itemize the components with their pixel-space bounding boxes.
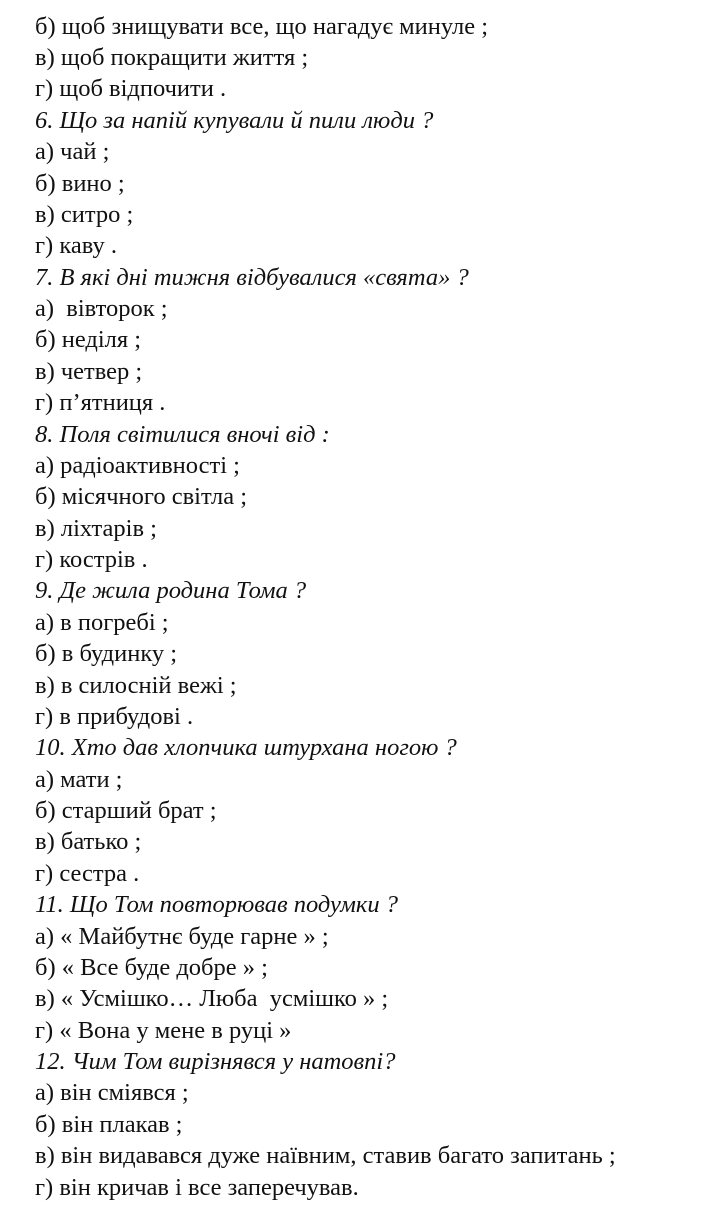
question-9: 9. Де жила родина Тома ?: [35, 577, 307, 604]
question-6: 6. Що за напій купували й пили люди ?: [35, 107, 434, 134]
question-12: 12. Чим Том вирізнявся у натовпі?: [35, 1048, 396, 1075]
answer-option: б) щоб знищувати все, що нагадує минуле ;: [35, 13, 489, 40]
answer-option: а) вівторок ;: [35, 295, 168, 322]
answer-option: б) вино ;: [35, 170, 125, 197]
answer-option: в) ситро ;: [35, 201, 134, 228]
answer-option: г) кострів .: [35, 546, 148, 573]
question-11: 11. Що Том повторював подумки ?: [35, 891, 398, 918]
answer-option: в) батько ;: [35, 828, 142, 855]
answer-option: в) в силосній вежі ;: [35, 672, 237, 699]
answer-option: а) « Майбутнє буде гарне » ;: [35, 923, 329, 950]
answer-option: в) « Усмішко… Люба усмішко » ;: [35, 985, 389, 1012]
question-10: 10. Хто дав хлопчика штурхана ногою ?: [35, 734, 457, 761]
answer-option: в) четвер ;: [35, 358, 143, 385]
answer-option: а) в погребі ;: [35, 609, 169, 636]
answer-option: в) він видавався дуже наївним, ставив багато запитань ;: [35, 1142, 616, 1169]
answer-option: г) в прибудові .: [35, 703, 194, 730]
answer-option: а) чай ;: [35, 138, 110, 165]
answer-option: г) каву .: [35, 232, 117, 259]
answer-option: б) старший брат ;: [35, 797, 217, 824]
answer-option: в) ліхтарів ;: [35, 515, 157, 542]
answer-option: б) неділя ;: [35, 326, 142, 353]
answer-option: в) щоб покращити життя ;: [35, 44, 309, 71]
answer-option: а) він сміявся ;: [35, 1079, 189, 1106]
answer-option: б) в будинку ;: [35, 640, 178, 667]
answer-option: г) « Вона у мене в руці »: [35, 1017, 292, 1044]
answer-option: а) мати ;: [35, 766, 123, 793]
question-8: 8. Поля світилися вночі від :: [35, 421, 330, 448]
answer-option: г) сестра .: [35, 860, 140, 887]
question-7: 7. В які дні тижня відбувалися «свята» ?: [35, 264, 469, 291]
answer-option: г) він кричав і все заперечував.: [35, 1174, 359, 1201]
answer-option: б) місячного світла ;: [35, 483, 248, 510]
answer-option: г) п’ятниця .: [35, 389, 166, 416]
answer-option: б) він плакав ;: [35, 1111, 183, 1138]
answer-option: а) радіоактивності ;: [35, 452, 240, 479]
answer-option: г) щоб відпочити .: [35, 75, 227, 102]
answer-option: б) « Все буде добре » ;: [35, 954, 268, 981]
